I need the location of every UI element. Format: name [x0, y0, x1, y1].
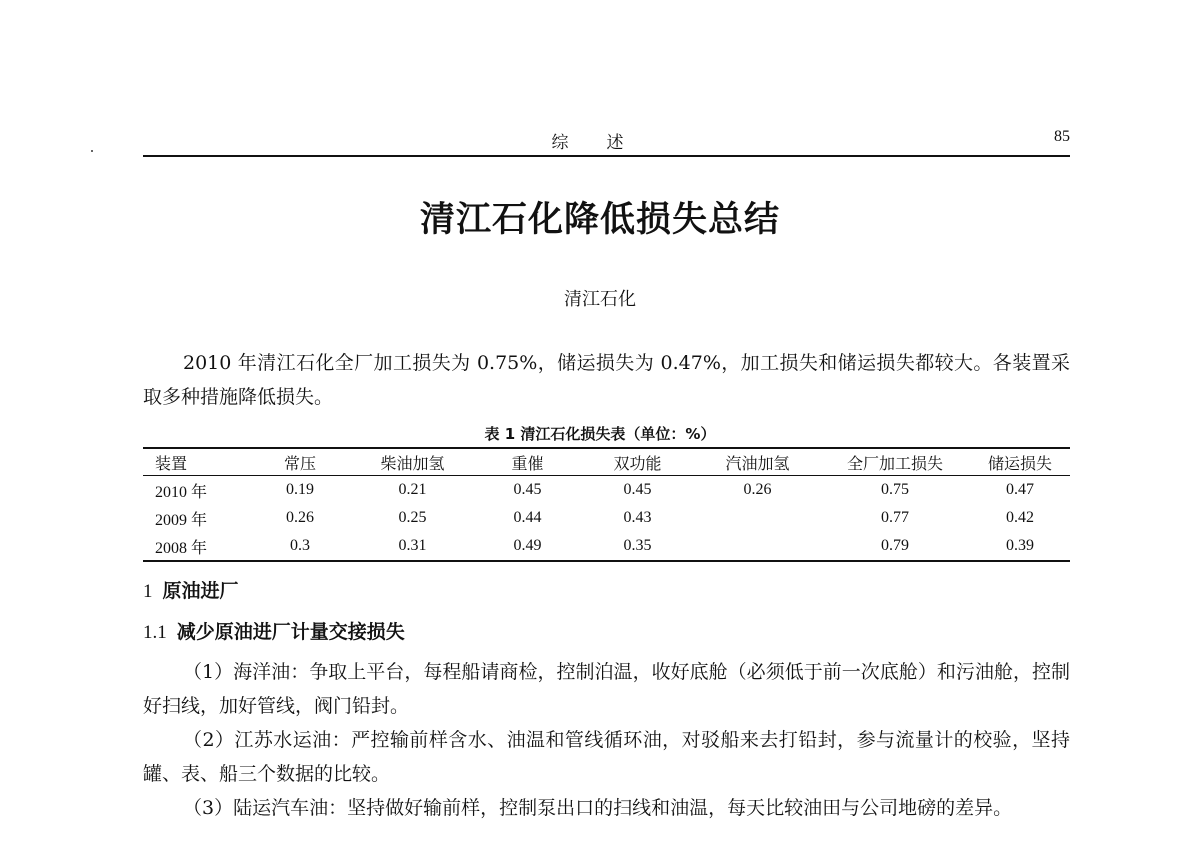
list-item: （3）陆运汽车油：坚持做好输前样，控制泵出口的扫线和油温，每天比较油田与公司地磅的差异。	[183, 797, 1013, 819]
table-cell: 0.25	[398, 509, 427, 526]
table-cell: 2008 年	[143, 532, 250, 561]
table-cell	[695, 504, 820, 532]
table-row	[143, 504, 1070, 532]
page-title: 清江石化降低损失总结	[419, 200, 780, 240]
table-cell: 2009 年	[155, 511, 208, 529]
table-cell: 0.43	[623, 509, 652, 526]
table-cell: 0.45	[623, 481, 652, 498]
subsection-heading	[143, 617, 405, 644]
table-cell: 0.3	[250, 532, 350, 561]
table-cell: 0.21	[398, 481, 427, 498]
table-cell: 0.19	[286, 481, 314, 498]
column-header: 储运损失	[970, 448, 1070, 476]
table-cell: 0.45	[513, 481, 542, 498]
running-header	[143, 128, 1070, 156]
table-cell: 0.49	[475, 532, 580, 561]
column-header: 全厂加工损失	[820, 448, 970, 476]
intro-paragraph: 2010 年清江石化全厂加工损失为 0.75%，储运损失为 0.47%，加工损失和储运损失都较大。各装置采取多种措施降低损失。	[143, 352, 1070, 408]
table-caption: 表 1 清江石化损失表（单位：%）	[484, 425, 716, 443]
table-header-row	[143, 448, 1070, 476]
column-header: 重催	[475, 448, 580, 476]
table-row	[143, 532, 1070, 561]
column-header: 双功能	[580, 448, 695, 476]
page-number: 85	[1054, 128, 1070, 145]
column-header: 汽油加氢	[695, 448, 820, 476]
section-number: 1	[143, 581, 153, 602]
table-cell: 0.77	[881, 509, 909, 526]
table-cell: 0.26	[286, 509, 314, 526]
section-heading	[143, 576, 239, 603]
section-title: 原油进厂	[162, 580, 239, 602]
list-item: （2）江苏水运油：严控输前样含水、油温和管线循环油，对驳船来去打铅封，参与流量计的校验，坚持罐、表、船三个数据的比较。	[143, 729, 1070, 785]
table-cell: 0.47	[1006, 481, 1034, 498]
column-header: 柴油加氢	[350, 448, 475, 476]
table-cell: 0.79	[820, 532, 970, 561]
table-cell: 0.75	[881, 481, 909, 498]
subsection-number: 1.1	[143, 622, 167, 643]
table-cell: 0.44	[513, 509, 542, 526]
list-item: （1）海洋油：争取上平台，每程船请商检，控制泊温，收好底舱（必须低于前一次底舱）和污油舱，控制好扫线，加好管线，阀门铅封。	[143, 661, 1070, 717]
author: 清江石化	[564, 289, 636, 310]
column-header: 装置	[143, 448, 250, 476]
table-cell: 0.39	[970, 532, 1070, 561]
section-label: 综述	[551, 133, 662, 153]
table-cell: 0.26	[743, 481, 772, 498]
loss-table	[143, 447, 1070, 562]
header-rule	[143, 155, 1070, 157]
table-cell: 2010 年	[155, 483, 208, 501]
margin-mark	[91, 150, 93, 152]
subsection-title: 减少原油进厂计量交接损失	[176, 621, 405, 643]
table-cell	[695, 532, 820, 561]
table-row	[143, 476, 1070, 505]
table-cell: 0.35	[580, 532, 695, 561]
table-cell: 0.31	[350, 532, 475, 561]
column-header: 常压	[250, 448, 350, 476]
table-cell: 0.42	[1006, 509, 1034, 526]
